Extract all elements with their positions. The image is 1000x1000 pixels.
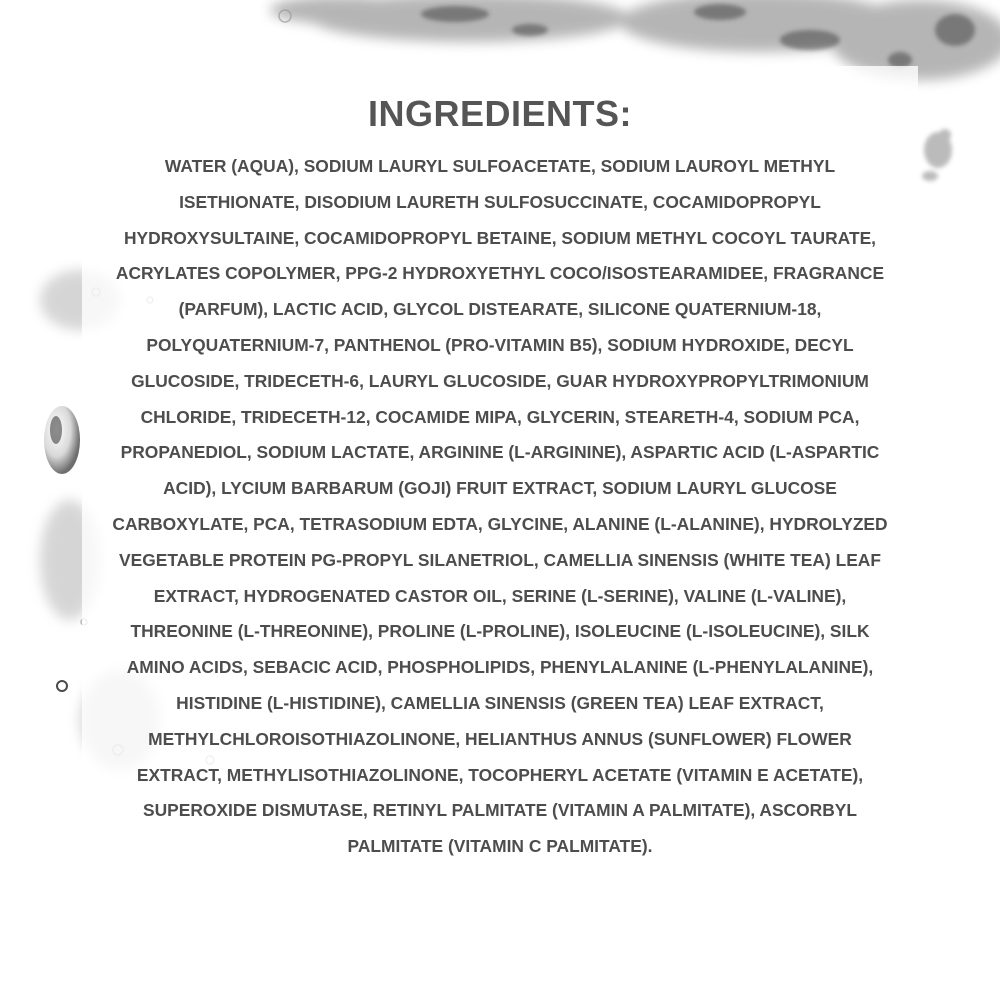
ingredients-heading: INGREDIENTS: — [367, 93, 632, 134]
ingredients-list: WATER (AQUA), SODIUM LAURYL SULFOACETATE, SODIUM LAUROYL METHYL ISETHIONATE, DISODIUM LAURETH SULFOSUCCINATE, COCAMIDOPROPYL HYDROXYSULTAINE, COCAMIDOPROPYL BETAINE, SODIUM METHYL COCOYL TAURATE, ACRYLATES COPOLYMER, PPG-2 HYDROXYETHYL COCO/ISOSTEARAMIDEE, FRAGRANCE (PARFUM), LACTIC ACID, GLYCOL DISTEARATE, SILICONE QUATERNIUM-18, POLYQUATERNIUM-7, PANTHENOL (PRO-VITAMIN B5), SODIUM HYDROXIDE, DECYL GLUCOSIDE, TRIDECETH-6, LAURYL GLUCOSIDE, GUAR HYDROXYPROPYLTRIMONIUM CHLORIDE, TRIDECETH-12, COCAMIDE MIPA, GLYCERIN, STEARETH-4, SODIUM PCA, PROPANEDIOL, SODIUM LACTATE, ARGININE (L-ARGININE), ASPARTIC ACID (L-ASPARTIC ACID), LYCIUM BARBARUM (GOJI) FRUIT EXTRACT, SODIUM LAURYL GLUCOSE CARBOXYLATE, PCA, TETRASODIUM EDTA, GLYCINE, ALANINE (L-ALANINE), HYDROLYZED VEGETABLE PROTEIN PG-PROPYL SILANETRIOL, CAMELLIA SINENSIS (WHITE TEA) LEAF EXTRACT, HYDROGENATED CASTOR OIL, SERINE (L-SERINE), VALINE (L-VALINE), THREONINE (L-THREONINE), PROLINE (L-PROLINE), ISOLEUCINE (L-ISOLEUCINE), SILK AMINO ACIDS, SEBACIC ACID, PHOSPHOLIPIDS, PHENYLALANINE (L-PHENYLALANINE), HISTIDINE (L-HISTIDINE), CAMELLIA SINENSIS (GREEN TEA) LEAF EXTRACT, METHYLCHLOROISOTHIAZOLINONE, HELIANTHUS ANNUS (SUNFLOWER) FLOWER EXTRACT, METHYLISOTHIAZOLINONE, TOCOPHERYL ACETATE (VITAMIN E ACETATE), SUPEROXIDE DISMUTASE, RETINYL PALMITATE (VITAMIN A PALMITATE), ASCORBYL PALMITATE (VITAMIN C PALMITATE). — [112, 156, 888, 857]
right-splash — [922, 129, 952, 181]
